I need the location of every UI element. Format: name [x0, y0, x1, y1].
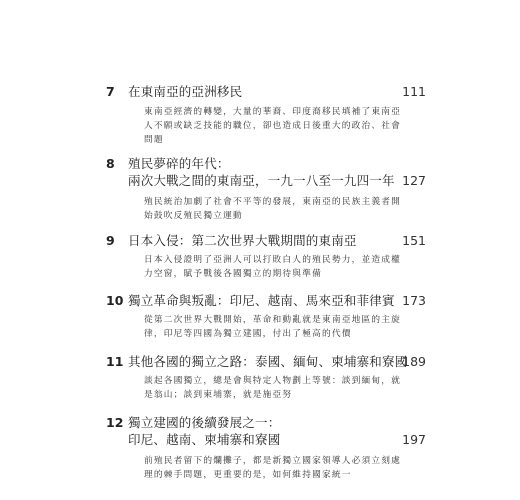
chapter-number: 11 — [106, 354, 124, 369]
chapter-page-number: 127 — [402, 173, 426, 188]
chapter-description — [144, 313, 406, 341]
chapter-title-line: 印尼、越南、柬埔寨和寮國 — [128, 432, 281, 447]
chapter-description — [144, 105, 406, 147]
description-line: 是翁山；談到柬埔寨，就是施亞努 — [144, 390, 293, 400]
chapter-description — [144, 195, 406, 223]
chapter-title-line: 日本入侵：第二次世界大戰期間的東南亞 — [128, 233, 357, 248]
chapter-page-number: 189 — [402, 354, 426, 369]
description-line: 前殖民者留下的爛攤子，都是新獨立國家領導人必須立刻處 — [144, 456, 402, 466]
chapter-description — [144, 374, 406, 402]
chapter-title — [128, 353, 418, 370]
description-line: 力空窗，賦予戰後各國獨立的期待與準備 — [144, 269, 322, 279]
chapter-title-line: 在東南亞的亞洲移民 — [128, 84, 243, 99]
description-line: 日本入侵證明了亞洲人可以打敗白人的殖民勢力，並造成權 — [144, 255, 402, 265]
description-line: 理的棘手問題，更重要的是，如何維持國家統一 — [144, 470, 352, 480]
chapter-number: 9 — [106, 233, 115, 248]
chapter-title — [128, 155, 418, 189]
chapter-number: 8 — [106, 156, 115, 171]
chapter-title — [128, 414, 418, 448]
description-line: 東南亞經濟的轉變，大量的華裔、印度裔移民填補了東南亞 — [144, 107, 402, 117]
chapter-number: 7 — [106, 84, 115, 99]
description-line: 人不願或缺乏技能的職位，卻也造成日後重大的政治、社會 — [144, 121, 402, 131]
chapter-description — [144, 253, 406, 281]
description-line: 談起各國獨立，總是會與特定人物劃上等號：談到緬甸，就 — [144, 376, 402, 386]
chapter-title — [128, 292, 418, 309]
description-line: 問題 — [144, 135, 164, 145]
chapter-title-line: 殖民夢碎的年代： — [128, 156, 230, 171]
chapter-page-number: 197 — [402, 432, 426, 447]
description-line: 殖民統治加劇了社會不平等的發展，東南亞的民族主義者開 — [144, 197, 402, 207]
chapter-page-number: 151 — [402, 233, 426, 248]
description-line: 始鼓吹反殖民獨立運動 — [144, 211, 243, 221]
chapter-page-number: 111 — [402, 84, 426, 99]
chapter-title-line: 獨立建國的後續發展之一： — [128, 415, 281, 430]
description-line: 從第二次世界大戰開始，革命和動亂就是東南亞地區的主旋 — [144, 315, 402, 325]
chapter-description — [144, 454, 406, 482]
chapter-page-number: 173 — [402, 293, 426, 308]
chapter-title-line: 兩次大戰之間的東南亞，一九一八至一九四一年 — [128, 173, 395, 188]
chapter-title — [128, 232, 418, 249]
chapter-title-line: 獨立革命與叛亂：印尼、越南、馬來亞和菲律賓 — [128, 293, 395, 308]
chapter-title — [128, 83, 418, 100]
description-line: 律，印尼等四國為獨立建國，付出了極高的代價 — [144, 329, 352, 339]
chapter-title-line: 其他各國的獨立之路：泰國、緬甸、柬埔寨和寮國 — [128, 354, 408, 369]
chapter-number: 10 — [106, 293, 124, 308]
chapter-number: 12 — [106, 415, 124, 430]
